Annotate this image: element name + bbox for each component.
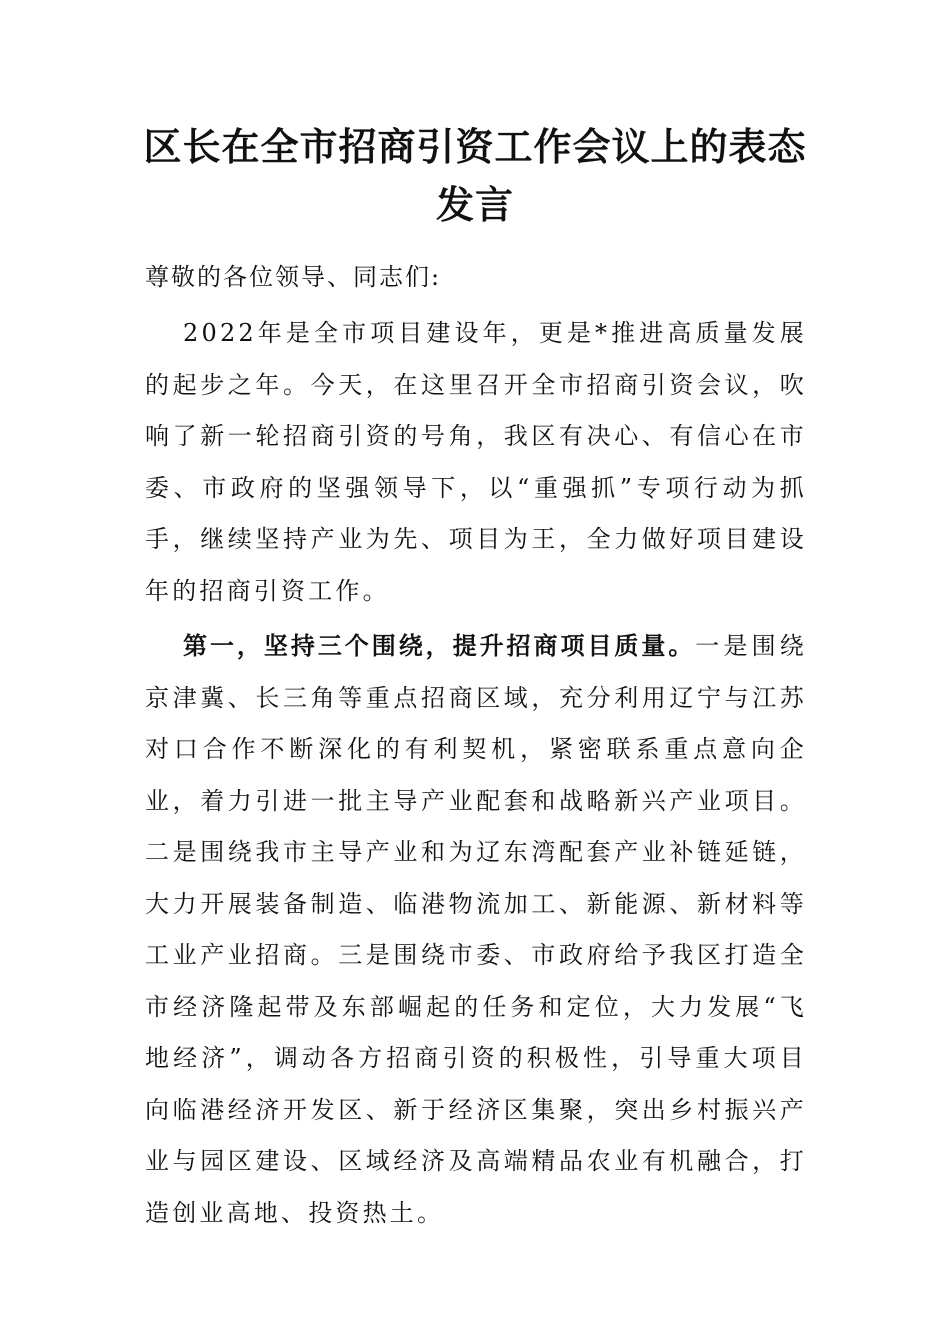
paragraph-intro [145, 308, 807, 617]
salutation: 尊敬的各位领导、同志们: [145, 263, 442, 291]
paragraph-text: 2022年是全市项目建设年，更是*推进高质量发展的起步之年。今天，在这里召开全市招商引资会议，吹响了新一轮招商引资的号角，我区有决心、有信心在市委、市政府的坚强领导下，以“重强抓”专项行动为抓手，继续坚持产业为先、项目为王，全力做好项目建设年的招商引资工作。 [145, 319, 807, 605]
document-title: 区长在全市招商引资工作会议上的表态发言 [143, 124, 807, 227]
paragraph-lead-heading: 第一，坚持三个围绕，提升招商项目质量。 [183, 631, 696, 660]
paragraph-first-point [145, 620, 807, 1239]
paragraph-text: 一是围绕京津冀、长三角等重点招商区域，充分利用辽宁与江苏对口合作不断深化的有利契机，紧密联系重点意向企业，着力引进一批主导产业配套和战略新兴产业项目。二是围绕我市主导产业和为辽东湾配套产业补链延链，大力开展装备制造、临港物流加工、新能源、新材料等工业产业招商。三是围绕市委、市政府给予我区打造全市经济隆起带及东部崛起的任务和定位，大力发展“飞地经济”，调动各方招商引资的积极性，引导重大项目向临港经济开发区、新于经济区集聚，突出乡村振兴产业与园区建设、区域经济及高端精品农业有机融合，打造创业高地、投资热土。 [145, 632, 807, 1227]
